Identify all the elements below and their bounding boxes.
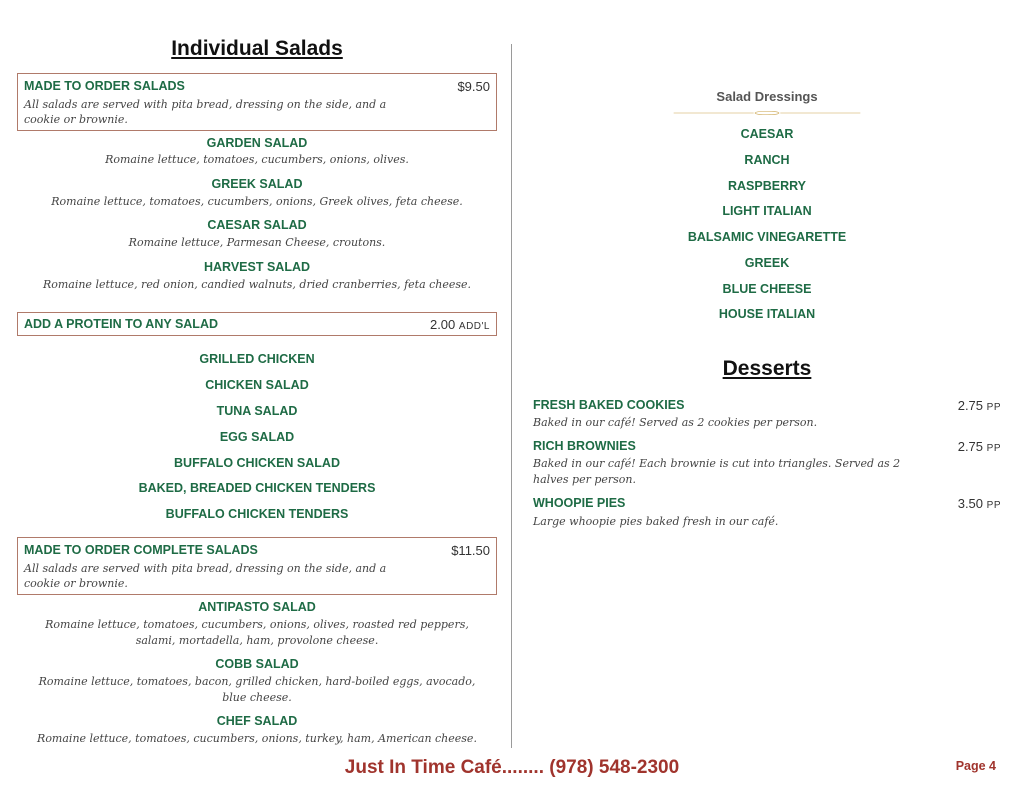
dessert-price-amount: 3.50 bbox=[957, 496, 984, 511]
salad-name: HARVEST SALAD bbox=[203, 260, 311, 274]
protein-option: EGG SALAD bbox=[219, 430, 295, 444]
add-protein-heading: ADD A PROTEIN TO ANY SALAD bbox=[24, 317, 218, 331]
dressing-option: BALSAMIC VINEGARETTE bbox=[687, 230, 847, 244]
dessert-price-unit: PP bbox=[986, 500, 1001, 511]
salad-description: Romaine lettuce, Parmesan Cheese, croutons. bbox=[128, 236, 386, 249]
dessert-price bbox=[958, 398, 1001, 413]
complete-salad-name: COBB SALAD bbox=[215, 657, 299, 671]
protein-option: CHICKEN SALAD bbox=[205, 378, 309, 392]
page-number: Page 4 bbox=[955, 759, 996, 773]
dressing-option: RANCH bbox=[744, 153, 790, 167]
made-to-order-heading: MADE TO ORDER SALADS bbox=[24, 79, 185, 93]
ornamental-rule bbox=[627, 111, 907, 115]
desserts-title: Desserts bbox=[722, 357, 812, 380]
protein-option: TUNA SALAD bbox=[216, 404, 298, 418]
protein-option: BAKED, BREADED CHICKEN TENDERS bbox=[138, 481, 376, 495]
complete-salad-description: Romaine lettuce, tomatoes, bacon, grilled chicken, hard-boiled eggs, avocado, blue cheese. bbox=[38, 675, 476, 704]
salad-description: Romaine lettuce, red onion, candied walnuts, dried cranberries, feta cheese. bbox=[42, 278, 472, 291]
dessert-price-unit: PP bbox=[986, 402, 1001, 413]
salad-description: Romaine lettuce, tomatoes, cucumbers, onions, Greek olives, feta cheese. bbox=[51, 195, 463, 208]
dessert-name: WHOOPIE PIES bbox=[533, 496, 626, 510]
dessert-price-unit: PP bbox=[986, 443, 1001, 454]
protein-option: BUFFALO CHICKEN SALAD bbox=[174, 456, 340, 470]
individual-salads-title: Individual Salads bbox=[171, 37, 343, 60]
complete-salads-box bbox=[17, 537, 497, 595]
made-to-order-box bbox=[17, 73, 497, 131]
dessert-name: RICH BROWNIES bbox=[533, 439, 636, 453]
salad-dressings-title: Salad Dressings bbox=[716, 89, 818, 104]
add-protein-suffix: ADD'L bbox=[458, 321, 490, 332]
dessert-price bbox=[958, 496, 1001, 511]
complete-salad-name: ANTIPASTO SALAD bbox=[198, 600, 316, 614]
dessert-price bbox=[958, 439, 1001, 454]
cafe-contact-footer: Just In Time Café........ (978) 548-2300 bbox=[344, 757, 680, 778]
complete-salad-description: Romaine lettuce, tomatoes, cucumbers, onions, turkey, ham, American cheese. bbox=[37, 732, 477, 745]
salad-description: Romaine lettuce, tomatoes, cucumbers, onions, olives. bbox=[105, 153, 409, 166]
dessert-description: Baked in our café! Served as 2 cookies per person. bbox=[533, 416, 818, 429]
add-protein-price bbox=[430, 317, 490, 332]
made-to-order-price: $9.50 bbox=[457, 79, 490, 94]
dressing-option: BLUE CHEESE bbox=[722, 282, 812, 296]
dessert-price-amount: 2.75 bbox=[957, 398, 984, 413]
dessert-description: Large whoopie pies baked fresh in our café. bbox=[533, 515, 779, 528]
add-protein-box bbox=[17, 312, 497, 336]
dessert-description: Baked in our café! Each brownie is cut into triangles. Served as 2 halves per person. bbox=[533, 457, 901, 486]
dressing-option: HOUSE ITALIAN bbox=[718, 307, 816, 321]
made-to-order-description: All salads are served with pita bread, dressing on the side, and a cookie or brownie. bbox=[24, 98, 387, 126]
complete-salad-name: CHEF SALAD bbox=[216, 714, 298, 728]
salad-name: GARDEN SALAD bbox=[206, 136, 308, 150]
protein-option: GRILLED CHICKEN bbox=[199, 352, 315, 366]
add-protein-amount: 2.00 bbox=[429, 317, 456, 332]
dressing-option: CAESAR bbox=[740, 127, 794, 141]
complete-salads-price: $11.50 bbox=[451, 543, 490, 558]
column-divider bbox=[511, 44, 512, 748]
dressing-option: RASPBERRY bbox=[727, 179, 807, 193]
dessert-name: FRESH BAKED COOKIES bbox=[533, 398, 685, 412]
salad-name: GREEK SALAD bbox=[211, 177, 303, 191]
protein-option: BUFFALO CHICKEN TENDERS bbox=[165, 507, 349, 521]
dressing-option: LIGHT ITALIAN bbox=[722, 204, 812, 218]
complete-salads-heading: MADE TO ORDER COMPLETE SALADS bbox=[24, 543, 258, 557]
salad-name: CAESAR SALAD bbox=[207, 218, 307, 232]
complete-salad-description: Romaine lettuce, tomatoes, cucumbers, onions, olives, roasted red peppers, salami, mortadella, ham, provolone cheese. bbox=[45, 618, 469, 647]
complete-salads-description: All salads are served with pita bread, dressing on the side, and a cookie or brownie. bbox=[24, 562, 387, 590]
dressing-option: GREEK bbox=[744, 256, 790, 270]
dessert-price-amount: 2.75 bbox=[957, 439, 984, 454]
